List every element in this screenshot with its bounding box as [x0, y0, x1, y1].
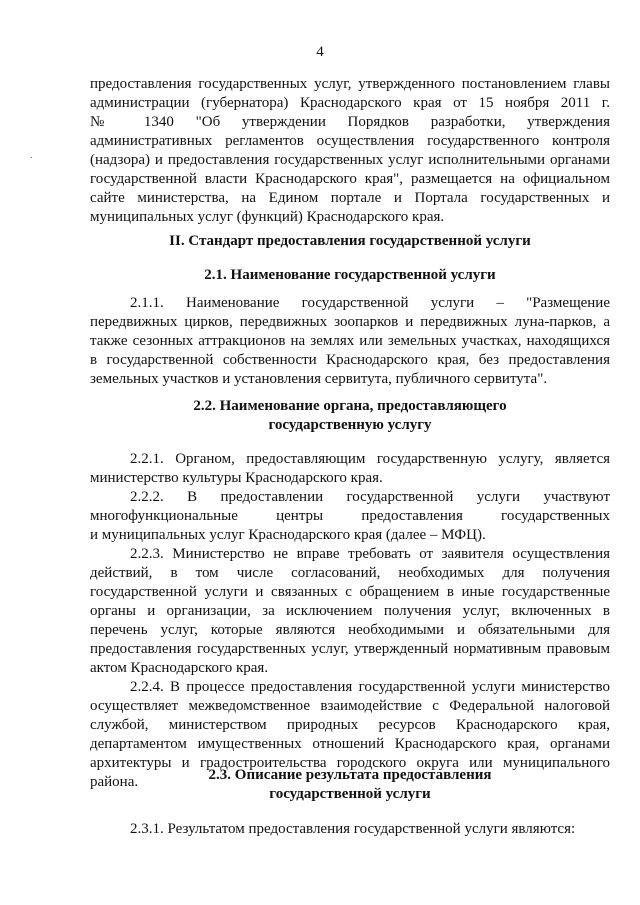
- page-number: 4: [316, 44, 324, 60]
- text-line: административных регламентов осуществления государственного контроля: [90, 133, 610, 149]
- text-line: сайте министерства, на Едином портале и Портала государственных и: [90, 190, 610, 206]
- text-line: 2.2.3. Министерство не вправе требовать от заявителя осуществления: [130, 546, 610, 562]
- text-line: также сезонных аттракционов на землях или земельных участках, находящихся: [90, 333, 610, 349]
- text-line: предоставления государственных услуг, утвержденный нормативным правовым: [90, 641, 610, 657]
- text-line: осуществляет межведомственное взаимодействие с Федеральной налоговой: [90, 698, 610, 714]
- margin-mark: .: [30, 150, 33, 161]
- text-line: № 1340 "Об утверждении Порядков разработки, утверждения: [90, 114, 610, 130]
- text-line: государственной услуги и связанных с обращением в иные государственные: [90, 584, 610, 600]
- text-line: (надзора) и предоставления государственных услуг исполнительными органами: [90, 152, 610, 168]
- text-line: государственной власти Краснодарского края", размещается на официальном: [90, 171, 610, 187]
- text-line: департаментом имущественных отношений Краснодарского края, органами: [90, 736, 610, 752]
- text-line: 2.1.1. Наименование государственной услуги – "Размещение: [130, 295, 610, 311]
- text-line: и муниципальных услуг Краснодарского края (далее – МФЦ).: [90, 527, 486, 543]
- text-line: 2.2.2. В предоставлении государственной услуги участвуют: [130, 489, 610, 505]
- text-line: 2.2.4. В процессе предоставления государственной услуги министерство: [130, 679, 610, 695]
- text-line: предоставления государственных услуг, утвержденного постановлением главы: [90, 76, 610, 92]
- text-line: многофункциональные центры предоставления государственных: [90, 508, 610, 524]
- text-line: муниципальных услуг (функций) Краснодарского края.: [90, 209, 445, 225]
- text-line: 2.3.1. Результатом предоставления государственной услуги являются:: [130, 821, 576, 837]
- text-line: администрации (губернатора) Краснодарского края от 15 ноября 2011 г.: [90, 95, 610, 111]
- subsection-heading: 2.3. Описание результата предоставления: [208, 767, 492, 783]
- text-line: в государственной собственности Краснодарского края, без предоставления: [90, 352, 610, 368]
- section-heading: II. Стандарт предоставления государственной услуги: [169, 233, 531, 249]
- text-line: перечень услуг, которые являются необходимыми и обязательными для: [90, 622, 610, 638]
- subsection-heading: 2.2. Наименование органа, предоставляющего: [193, 398, 507, 414]
- text-line: передвижных цирков, передвижных зоопарков и передвижных луна-парков, а: [90, 314, 610, 330]
- text-line: района.: [90, 774, 139, 790]
- text-line: министерство культуры Краснодарского края.: [90, 470, 383, 486]
- text-line: службой, министерством природных ресурсов Краснодарского края,: [90, 717, 610, 733]
- subsection-heading: 2.1. Наименование государственной услуги: [204, 267, 496, 283]
- text-line: 2.2.1. Органом, предоставляющим государственную услугу, является: [130, 451, 610, 467]
- text-line: архитектуры и градостроительства городского округа или муниципального: [90, 755, 610, 771]
- text-line: актом Краснодарского края.: [90, 660, 269, 676]
- text-line: органы и организации, за исключением получения услуг, включенных в: [90, 603, 610, 619]
- text-line: земельных участков и установления сервитута, публичного сервитута".: [90, 371, 548, 387]
- subsection-heading: государственной услуги: [269, 786, 431, 802]
- subsection-heading: государственную услугу: [268, 417, 432, 433]
- text-line: действий, в том числе согласований, необходимых для получения: [90, 565, 610, 581]
